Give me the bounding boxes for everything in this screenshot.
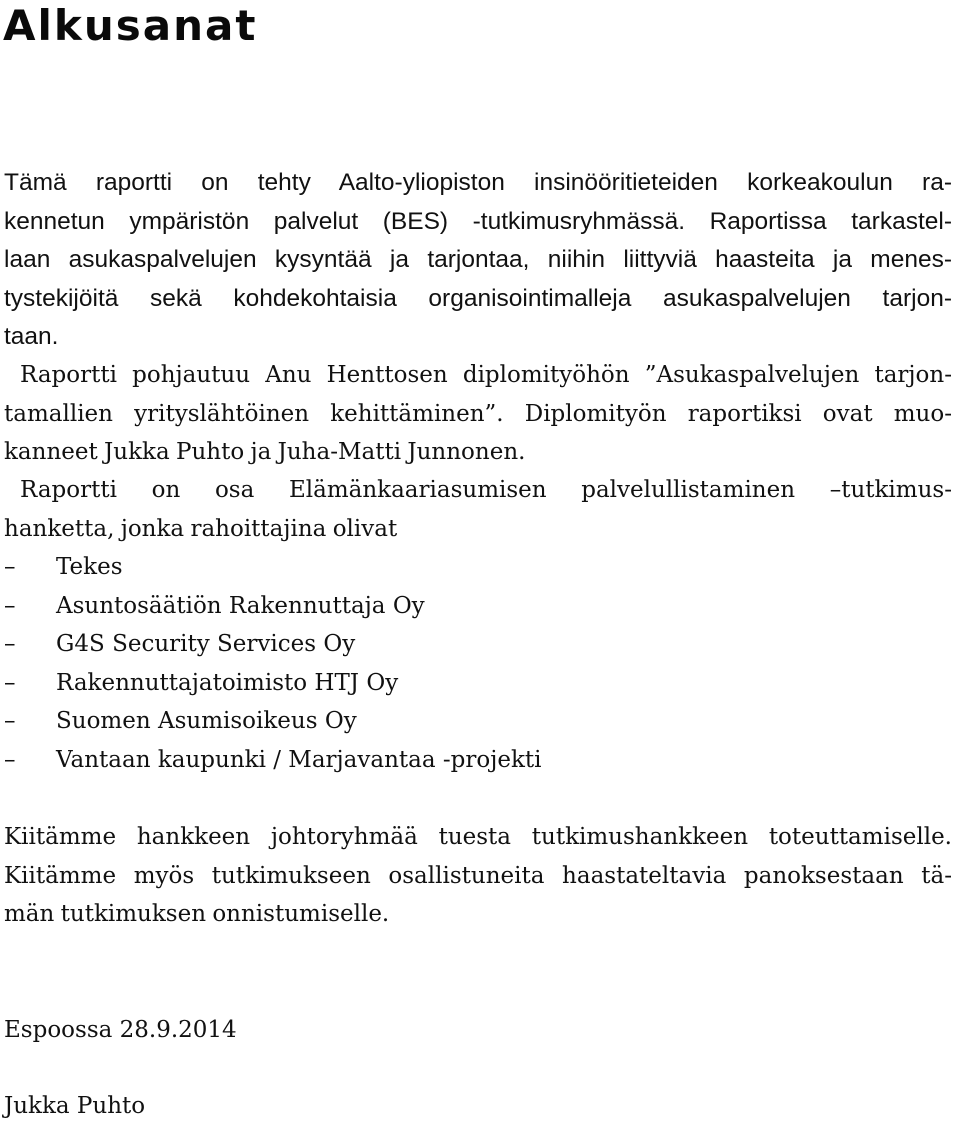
place-date: Espoossa 28.9.2014 (4, 1017, 237, 1043)
text-line: Raportti on osa Elämänkaariasumisen palvelullistaminen –tutkimus- (20, 477, 952, 503)
text-line: Kiitämme myös tutkimukseen osallistuneita haastateltavia panoksestaan tä- (4, 862, 952, 889)
text-line: Kiitämme hankkeen johtoryhmää tuesta tutkimushankkeen toteuttamiselle. (4, 824, 952, 850)
text-line: hanketta, jonka rahoittajina olivat (4, 515, 398, 542)
list-item (4, 548, 952, 587)
text-line: män tutkimuksen onnistumiselle. (4, 901, 390, 927)
page-title: Alkusanat (3, 1, 258, 50)
paragraph-thanks (4, 818, 952, 934)
list-item (4, 625, 952, 664)
funder-name: Vantaan kaupunki / Marjavantaa -projekti (56, 746, 542, 773)
list-dash: – (4, 708, 16, 734)
text-line: kennetun ympäristön palvelut (BES) -tutkimusryhmässä. Raportissa tarkastel- (4, 207, 952, 235)
list-dash: – (4, 554, 16, 580)
signature-name: Jukka Puhto (4, 1093, 146, 1119)
text-line: tamallien yrityslähtöinen kehittäminen”. Diplomityön raportiksi ovat muo- (4, 400, 952, 427)
funder-name: Tekes (56, 554, 123, 580)
list-item (4, 702, 952, 741)
funder-name: Rakennuttajatoimisto HTJ Oy (56, 669, 399, 696)
funder-name: Asuntosäätiön Rakennuttaja Oy (56, 592, 425, 619)
text-line: laan asukaspalvelujen kysyntää ja tarjontaa, niihin liittyviä haasteita ja menes- (4, 246, 952, 273)
text-line: tystekijöitä sekä kohdekohtaisia organisointimalleja asukaspalvelujen tarjon- (4, 284, 952, 312)
list-dash: – (4, 631, 16, 657)
text-line: Tämä raportti on tehty Aalto-yliopiston insinööritieteiden korkeakoulun ra- (4, 169, 952, 196)
text-line: kanneet Jukka Puhto ja Juha-Matti Junnonen. (4, 439, 526, 465)
list-dash: – (4, 592, 16, 619)
list-dash: – (4, 669, 16, 696)
list-item (4, 587, 952, 626)
funder-name: Suomen Asumisoikeus Oy (56, 708, 357, 734)
list-item (4, 741, 952, 780)
funders-list (4, 548, 952, 779)
text-line: Raportti pohjautuu Anu Henttosen diplomityöhön ”Asukaspalvelujen tarjon- (20, 362, 952, 388)
paragraph-project (4, 471, 952, 548)
funder-name: G4S Security Services Oy (56, 631, 356, 657)
list-dash: – (4, 746, 16, 773)
paragraph-basis (4, 356, 952, 472)
list-item (4, 664, 952, 703)
text-line: taan. (4, 323, 59, 350)
paragraph-intro (4, 164, 952, 357)
